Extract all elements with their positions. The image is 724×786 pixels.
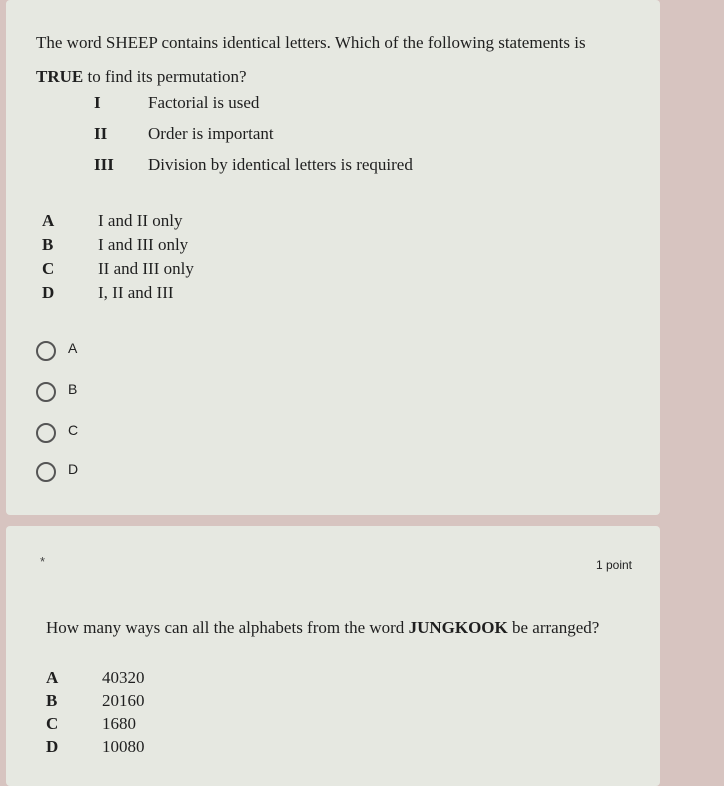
- choice-letter: B: [42, 235, 54, 254]
- choice-letter: C: [42, 259, 55, 278]
- choice-text: 1680: [102, 714, 136, 733]
- question-text: How many ways can all the alphabets from the word JUNGKOOK be arranged?: [46, 618, 600, 637]
- choice-text: 10080: [102, 737, 145, 756]
- radio-button[interactable]: [36, 462, 56, 482]
- choice-letter: B: [46, 691, 58, 710]
- statement-numeral: I: [94, 93, 101, 112]
- statement-numeral: II: [94, 124, 108, 143]
- choice-letter: D: [46, 737, 59, 756]
- radio-label: A: [68, 340, 78, 356]
- radio-button[interactable]: [36, 341, 56, 361]
- statement-text: Order is important: [148, 124, 274, 143]
- radio-label: B: [68, 381, 78, 397]
- question-card-1: [6, 0, 660, 515]
- radio-label: D: [68, 461, 79, 477]
- statement-numeral: III: [94, 155, 114, 174]
- choice-text: I, II and III: [98, 283, 174, 302]
- choice-letter: C: [46, 714, 59, 733]
- choice-text: 20160: [102, 691, 145, 710]
- radio-label: C: [68, 422, 79, 438]
- choice-letter: A: [42, 211, 55, 230]
- choice-text: II and III only: [98, 259, 194, 278]
- question-card-2: [6, 526, 660, 786]
- statement-text: Factorial is used: [148, 93, 260, 112]
- points-label: 1 point: [595, 558, 632, 572]
- choice-letter: D: [42, 283, 55, 302]
- statement-text: Division by identical letters is required: [148, 155, 413, 174]
- choice-text: 40320: [102, 668, 145, 687]
- required-asterisk: *: [40, 554, 46, 569]
- choice-text: I and III only: [98, 235, 189, 254]
- choice-letter: A: [46, 668, 59, 687]
- question-text: The word SHEEP contains identical letters. Which of the following statements is TRUE to find its permutation?: [36, 33, 586, 86]
- radio-button[interactable]: [36, 423, 56, 443]
- radio-button[interactable]: [36, 382, 56, 402]
- choice-text: I and II only: [98, 211, 183, 230]
